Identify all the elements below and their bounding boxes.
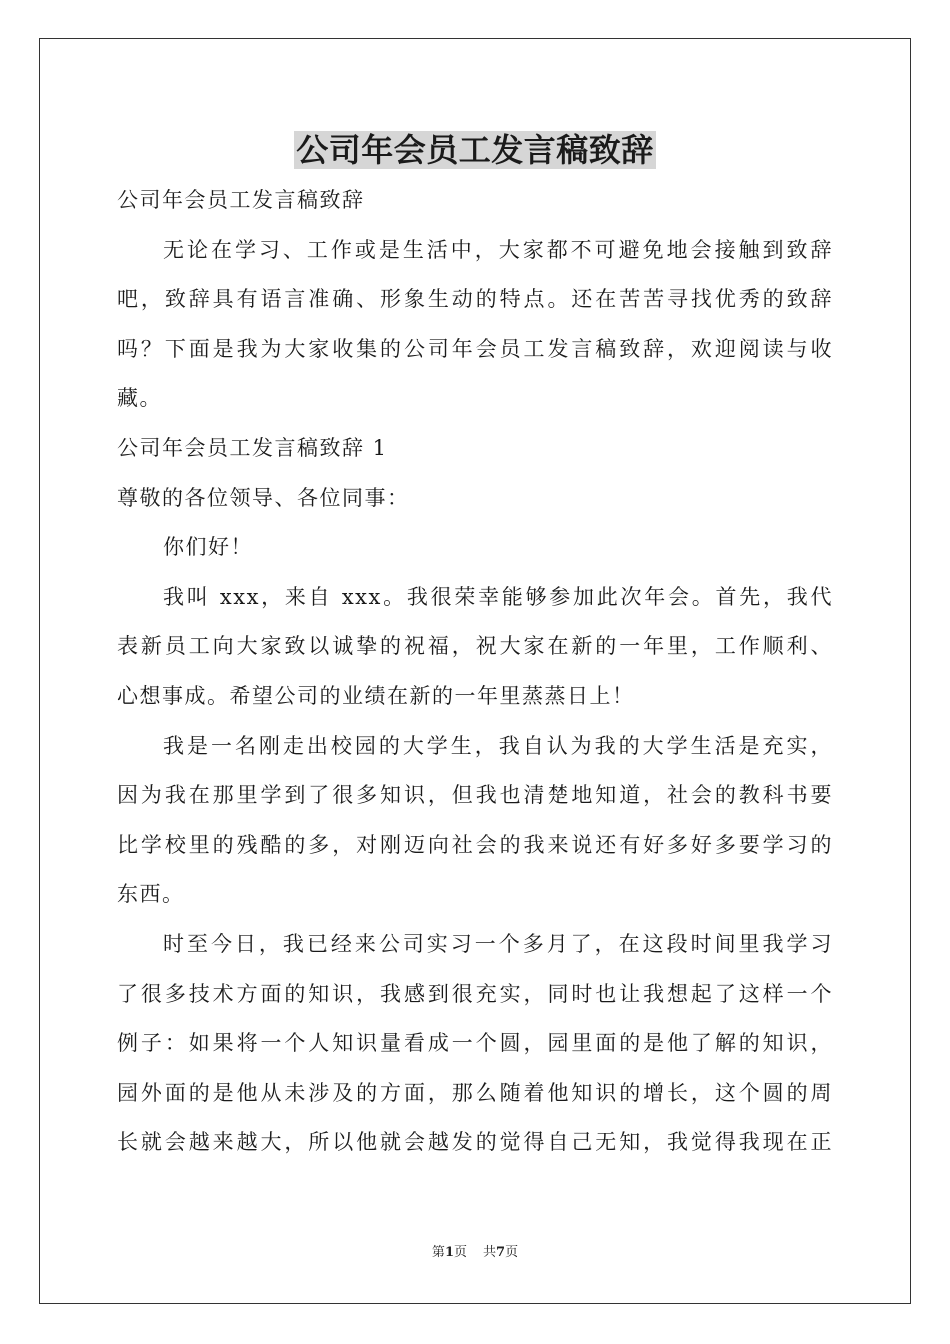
- page-suffix: 页: [453, 1245, 467, 1260]
- total-prefix: 共: [483, 1245, 497, 1260]
- text-line: 你们好！: [163, 535, 253, 560]
- text-line: 时至今日，我已经来公司实习一个多月了，在这段时间里我学习: [163, 931, 833, 956]
- text-line: 我是一名刚走出校园的大学生，我自认为我的大学生活是充实，: [163, 733, 833, 758]
- text-line: 无论在学习、工作或是生活中，大家都不可避免地会接触到致辞: [163, 237, 833, 262]
- text-line: 我叫 xxx，来自 xxx。我很荣幸能够参加此次年会。首先，我代: [163, 584, 833, 609]
- text-line: 因为我在那里学到了很多知识，但我也清楚地知道，社会的教科书要: [117, 783, 833, 808]
- text-line: 公司年会员工发言稿致辞 1: [117, 435, 388, 460]
- text-line: 吗？下面是我为大家收集的公司年会员工发言稿致辞，欢迎阅读与收: [117, 336, 833, 361]
- document-body: [117, 176, 833, 1168]
- text-line: 藏。: [117, 386, 162, 411]
- page-footer: [0, 1244, 950, 1262]
- total-suffix: 页: [505, 1245, 519, 1260]
- text-line: 公司年会员工发言稿致辞: [117, 188, 365, 212]
- total-pages: 7: [496, 1245, 506, 1260]
- text-line: 尊敬的各位领导、各位同事：: [117, 485, 410, 510]
- text-line: 园外面的是他从未涉及的方面，那么随着他知识的增长，这个圆的周: [117, 1080, 833, 1105]
- text-line: 长就会越来越大，所以他就会越发的觉得自己无知，我觉得我现在正: [117, 1130, 833, 1155]
- text-line: 例子：如果将一个人知识量看成一个圆，园里面的是他了解的知识，: [117, 1031, 833, 1056]
- document-title: [0, 126, 950, 174]
- page-number: 1: [444, 1245, 454, 1260]
- page-prefix: 第: [431, 1245, 445, 1260]
- document-title-text: 公司年会员工发言稿致辞: [296, 131, 654, 169]
- text-line: 表新员工向大家致以诚挚的祝福，祝大家在新的一年里，工作顺利、: [117, 634, 833, 659]
- text-line: 东西。: [117, 882, 185, 907]
- text-line: 比学校里的残酷的多，对刚迈向社会的我来说还有好多好多要学习的: [117, 832, 833, 857]
- text-line: 吧，致辞具有语言准确、形象生动的特点。还在苦苦寻找优秀的致辞: [117, 287, 833, 312]
- text-line: 了很多技术方面的知识，我感到很充实，同时也让我想起了这样一个: [117, 981, 833, 1006]
- text-line: 心想事成。希望公司的业绩在新的一年里蒸蒸日上！: [117, 683, 635, 708]
